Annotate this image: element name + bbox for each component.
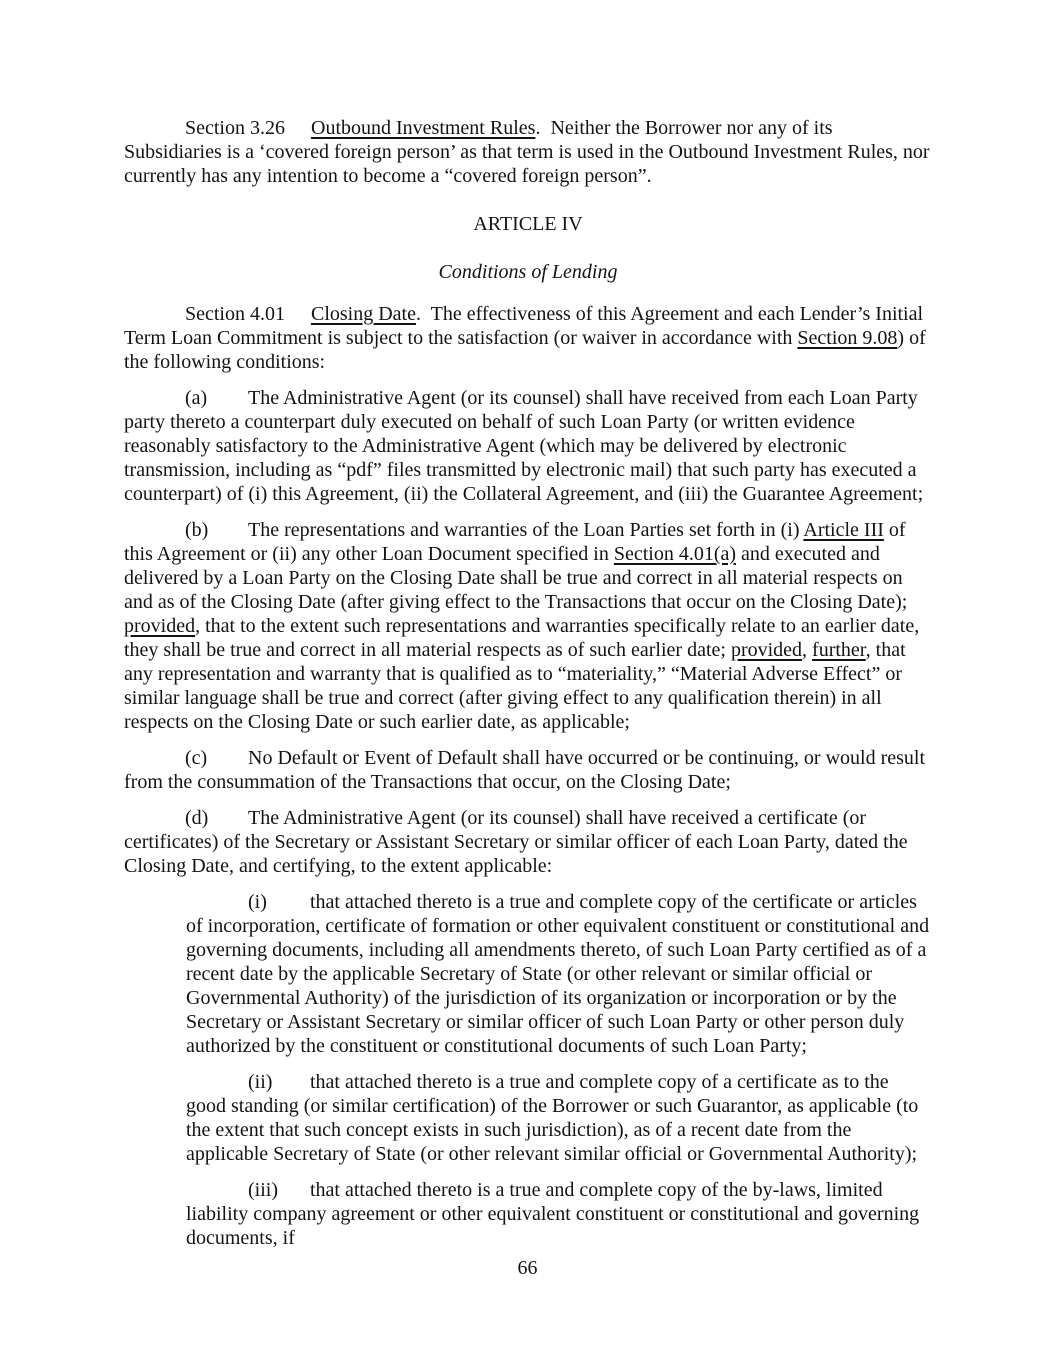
para-section-4-01-run: ) of the following conditions: [124,327,931,373]
para-b-run: further [812,639,866,661]
heading-article-iv-run: ARTICLE IV [473,213,583,235]
para-section-4-01-run: . The effectiveness of this Agreement and each Lender’s Initial Term Loan Commitment is subject to the satisfaction (or waiver in accordance with [124,303,928,349]
para-d-iii-run: that attached thereto is a true and complete copy of the by-laws, limited liability company agreement or other equivalent constituent or constitutional and governing documents, if [186,1179,925,1249]
para-a [124,386,932,506]
para-c [124,746,932,794]
heading-conditions-of-lending-run: Conditions of Lending [438,261,618,283]
para-section-3-26-run: . Neither the Borrower nor any of its Subsidiaries is a ‘covered foreign person’ as that term is used in the Outbound Investment Rules, nor currently has any intention to become a “covered foreign person”. [124,117,935,187]
para-d-i [186,890,935,1058]
para-b-run: and executed and delivered by a Loan Party on the Closing Date shall be true and correct in all material respects on and as of the Closing Date (after giving effect to the Transactions that occur on the Closing Date); [124,543,913,613]
para-b-run: , that to the extent such representations and warranties specifically relate to an earlier date, they shall be true and correct in all material respects as of such earlier date; [124,615,925,661]
para-b-run: of this Agreement or (ii) any other Loan Document specified in [124,519,911,565]
para-section-3-26-run: Outbound Investment Rules [311,117,536,139]
page-number: 66 [517,1257,538,1279]
para-section-4-01 [124,302,932,374]
para-c-run: (c) [185,747,208,769]
para-b-run: provided [124,615,196,637]
heading-conditions-of-lending [124,260,932,284]
para-d-ii-run: (ii) [248,1071,273,1093]
para-b-run: Article III [803,519,884,541]
document-body [124,116,935,1262]
para-d-ii-run: that attached thereto is a true and complete copy of a certificate as to the good standing (or similar certification) of the Borrower or such Guarantor, as applicable (to the extent that such concept exists in such jurisdiction), as of a recent date from the applicable Secretary of State (or other relevant similar official or Governmental Authority); [186,1071,924,1165]
para-b-run: , [802,639,813,661]
para-d-iii-run: (iii) [248,1179,278,1201]
para-d-run: The Administrative Agent (or its counsel) shall have received a certificate (or certificates) of the Secretary or Assistant Secretary or similar officer of each Loan Party, dated the Closing Date, and certifying, to the extent applicable: [124,807,913,877]
para-b-run: The representations and warranties of the Loan Parties set forth in (i) [248,519,804,541]
para-section-3-26-run: Section 3.26 [185,117,285,139]
para-d-i-run: (i) [248,891,267,913]
para-section-4-01-run: Section 9.08 [797,327,898,349]
heading-article-iv [124,212,932,236]
para-d [124,806,932,878]
para-d-iii [186,1178,932,1250]
para-section-4-01-run: Closing Date [311,303,416,325]
para-c-run: No Default or Event of Default shall have occurred or be continuing, or would result from the consummation of the Transactions that occur, on the Closing Date; [124,747,931,793]
para-a-run: The Administrative Agent (or its counsel) shall have received from each Loan Party party thereto a counterpart duly executed on behalf of such Loan Party (or written evidence reasonably satisfactory to the Administrative Agent (which may be delivered by electronic transmission, including as “pdf” files transmitted by electronic mail) that such party has executed a counterpart) of (i) this Agreement, (ii) the Collateral Agreement, and (iii) the Guarantee Agreement; [124,387,924,505]
para-b-run: provided [730,639,803,661]
para-section-4-01-run: Section 4.01 [185,303,285,325]
para-b-run: , that any representation and warranty that is qualified as to “materiality,” “Material Adverse Effect” or similar language shall be true and correct (after giving effect to any qualification therein) in all respects on the Closing Date or such earlier date, as applicable; [124,639,911,733]
para-d-run: (d) [185,807,209,829]
para-section-3-26 [124,116,935,188]
para-a-run: (a) [185,387,208,409]
para-d-i-run: that attached thereto is a true and complete copy of the certificate or articles of incorporation, certificate of formation or other equivalent constituent or constitutional and governing documents, including all amendments thereto, of such Loan Party certified as of a recent date by the applicable Secretary of State (or other relevant or similar official or Governmental Authority) of the jurisdiction of its organization or incorporation or by the Secretary or Assistant Secretary or similar officer of such Loan Party or other person duly authorized by the constituent or constitutional documents of such Loan Party; [186,891,935,1057]
para-d-ii [186,1070,932,1166]
para-b [124,518,932,734]
para-b-run: Section 4.01(a) [613,543,737,565]
para-b-run: (b) [185,519,209,541]
